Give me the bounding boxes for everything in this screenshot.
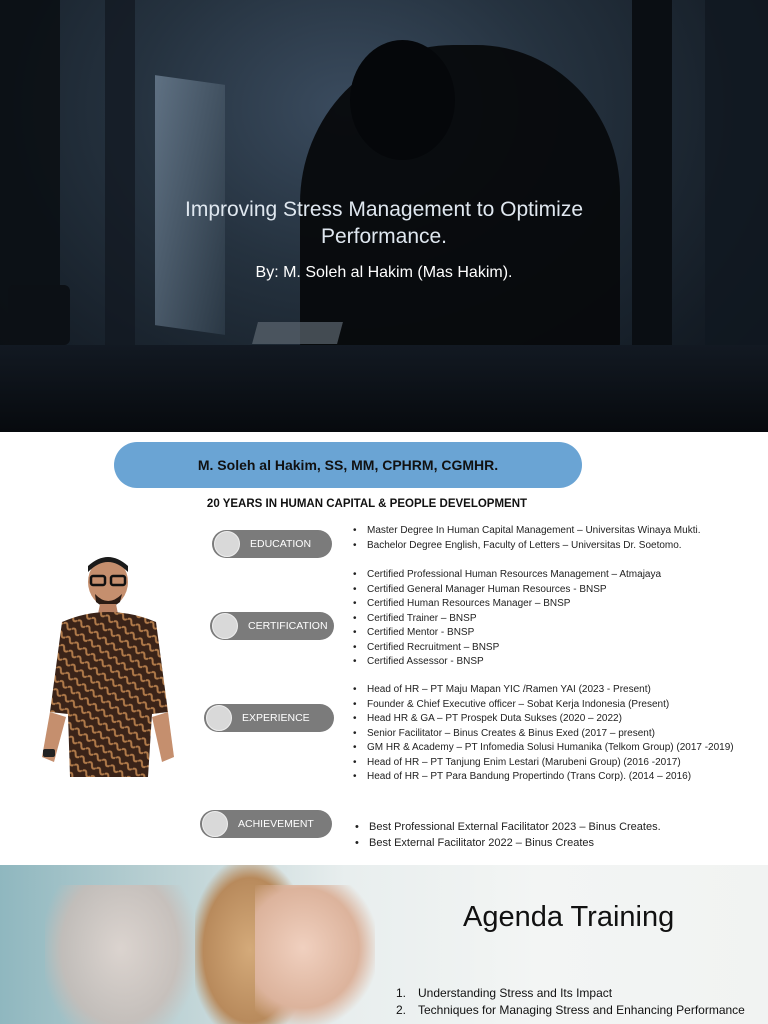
speaker-name-banner (114, 442, 582, 488)
list-item: • Certified Trainer – BNSP (351, 612, 661, 627)
speaker-name: M. Soleh al Hakim, SS, MM, CPHRM, CGMHR. (197, 457, 499, 473)
certification-label-pill (210, 612, 334, 640)
list-item: • Senior Facilitator – Binus Creates & Binus Exed (2017 – present) (351, 727, 741, 742)
head-silhouette (350, 40, 455, 160)
experience-label: EXPERIENCE (242, 712, 310, 724)
cover-slide (0, 0, 768, 432)
list-item: • Certified Assessor - BNSP (351, 655, 661, 670)
profile-slide (0, 432, 768, 865)
certification-list (351, 568, 661, 670)
circle-icon (206, 705, 232, 731)
woman-photo-faded (45, 885, 195, 1024)
certification-label: CERTIFICATION (248, 620, 328, 632)
education-list (351, 524, 700, 553)
circle-icon (212, 613, 238, 639)
achievement-list (353, 819, 661, 851)
presentation-author: By: M. Soleh al Hakim (Mas Hakim). (255, 264, 513, 281)
list-item: • Bachelor Degree English, Faculty of Letters – Universitas Dr. Soetomo. (351, 539, 700, 554)
list-item (396, 1002, 745, 1019)
list-item: • Head of HR – PT Tanjung Enim Lestari (Marubeni Group) (2016 -2017) (351, 756, 741, 771)
list-number: 1. (396, 986, 407, 1000)
keyboard-silhouette (252, 322, 343, 344)
list-item: • Certified Human Resources Manager – BNSP (351, 597, 661, 612)
desk-silhouette (0, 345, 768, 432)
list-number: 2. (396, 1003, 407, 1017)
list-item: • Best External Facilitator 2022 – Binus Creates (353, 835, 661, 851)
list-item: • Certified General Manager Human Resources - BNSP (351, 583, 661, 598)
agenda-list (396, 985, 745, 1019)
list-item: • Head of HR – PT Maju Mapan YIC /Ramen YAI (2023 - Present) (351, 683, 741, 698)
agenda-slide (0, 865, 768, 1024)
list-item: • Head HR & GA – PT Prospek Duta Sukses (2020 – 2022) (351, 712, 741, 727)
speaker-tagline: 20 YEARS IN HUMAN CAPITAL & PEOPLE DEVELOPMENT (206, 498, 528, 510)
list-item: • Founder & Chief Executive officer – Sobat Kerja Indonesia (Present) (351, 698, 741, 713)
list-item (396, 985, 745, 1002)
achievement-label: ACHIEVEMENT (238, 818, 314, 830)
agenda-item-text: Understanding Stress and Its Impact (418, 986, 613, 1000)
list-item: • Certified Recruitment – BNSP (351, 641, 661, 656)
list-item: • Certified Professional Human Resources Management – Atmajaya (351, 568, 661, 583)
experience-label-pill (204, 704, 334, 732)
list-item: • Head of HR – PT Para Bandung Propertindo (Trans Corp). (2014 – 2016) (351, 770, 741, 785)
mug-silhouette (8, 285, 70, 345)
education-label-pill (212, 530, 332, 558)
agenda-item-text: Techniques for Managing Stress and Enhancing Performance (418, 1003, 745, 1017)
achievement-label-pill (200, 810, 332, 838)
list-item: • GM HR & Academy – PT Infomedia Solusi Humanika (Telkom Group) (2017 -2019) (351, 741, 741, 756)
presentation-title: Improving Stress Management to Optimize Performance. (185, 198, 583, 248)
education-label: EDUCATION (250, 538, 312, 550)
list-item: • Master Degree In Human Capital Management – Universitas Winaya Mukti. (351, 524, 700, 539)
list-item: • Certified Mentor - BNSP (351, 626, 661, 641)
circle-icon (202, 811, 228, 837)
woman-photo-face (255, 885, 375, 1024)
speaker-photo (40, 552, 180, 777)
experience-list (351, 683, 741, 785)
list-item: • Best Professional External Facilitator 2023 – Binus Creates. (353, 819, 661, 835)
circle-icon (214, 531, 240, 557)
agenda-title: Agenda Training (463, 901, 675, 933)
